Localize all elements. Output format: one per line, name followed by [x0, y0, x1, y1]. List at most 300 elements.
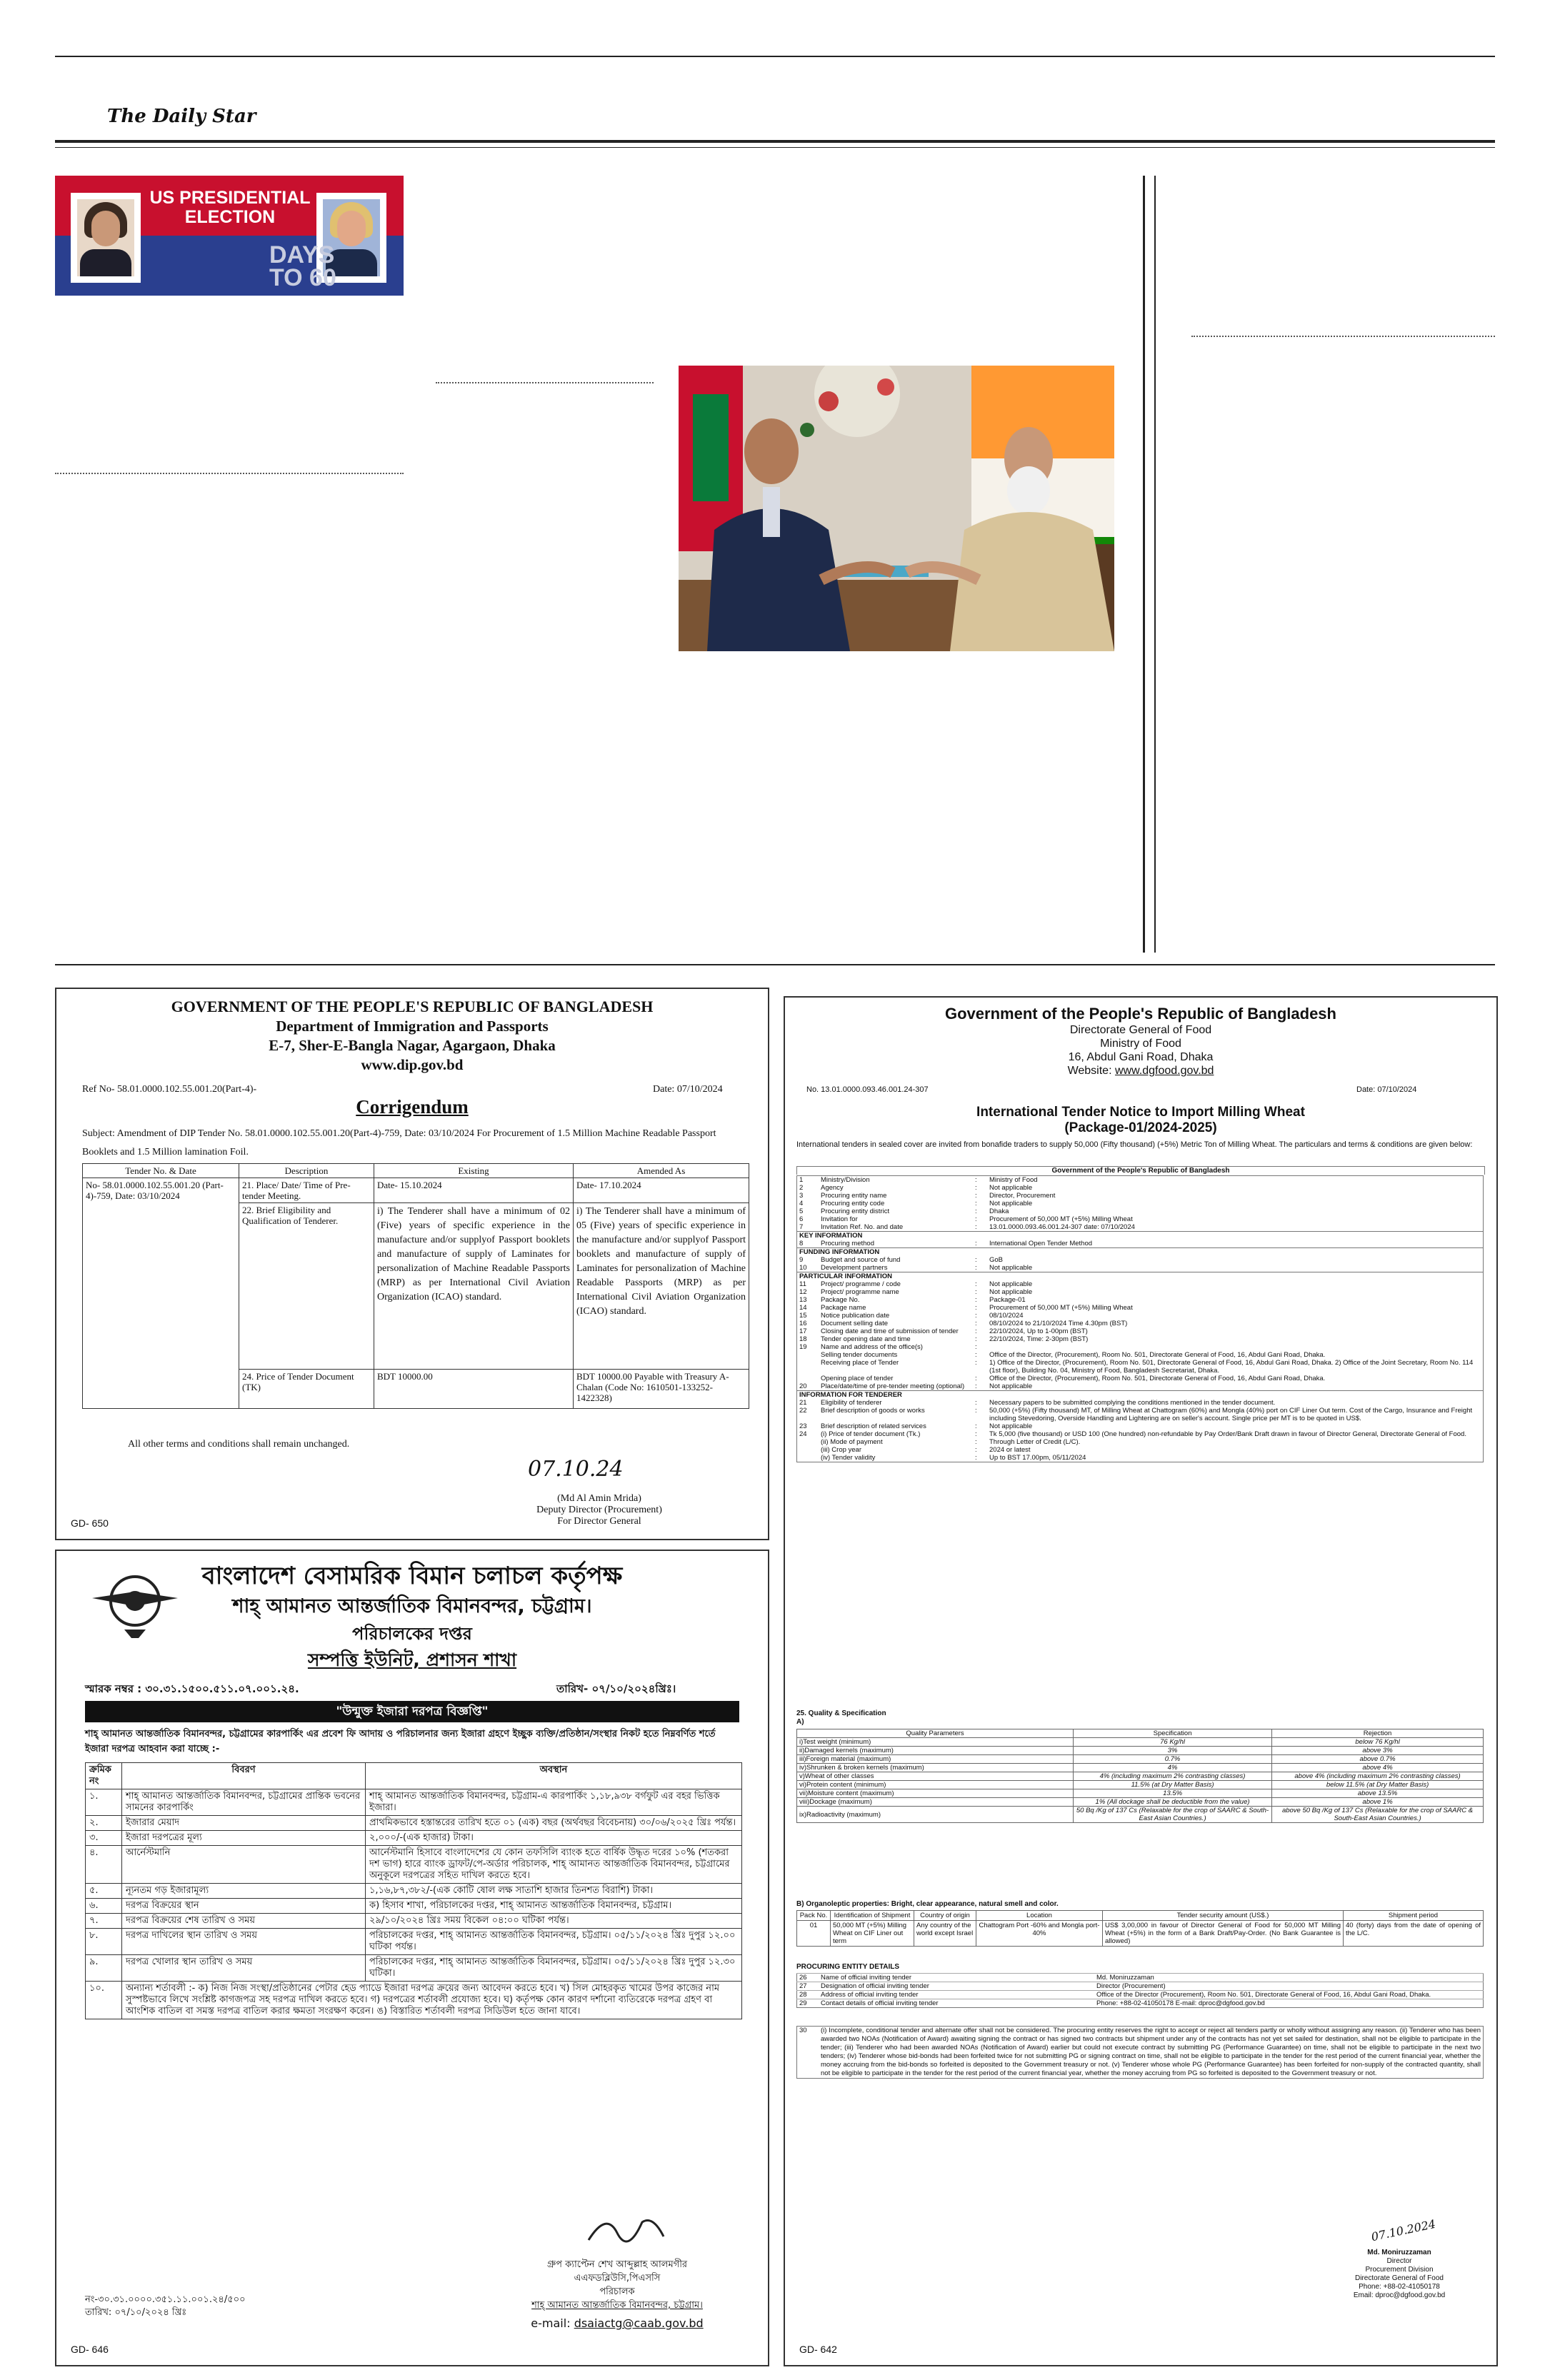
ship-security: US$ 3,00,000 in favour of Director General of Food for 50,000 MT Milling Wheat (+5%) in the form of a Bank Draft/Pay-Order. (No Bank Guarantee is allowed) [1103, 1921, 1344, 1947]
dip-row1-desc: 21. Place/ Date/ Time of Pre-tender Meeting. [239, 1178, 374, 1203]
food-row-value: 22/10/2024, Up to 1-00pm (BST) [989, 1327, 1088, 1335]
food-row-sep: : [975, 1207, 977, 1215]
food-row-no [797, 1351, 819, 1359]
caab-row-val: পরিচালকের দপ্তর, শাহ্ আমানত আন্তর্জাতিক বিমানবন্দর, চট্টগ্রাম। ০৫/১১/২০২৪ খ্রিঃ দুপুর ১২.০০ ঘটিকা পর্যন্ত। [366, 1929, 742, 1955]
ship-origin: Any country of the world except Israel [914, 1921, 976, 1947]
food-row-key: Brief description of related services [821, 1422, 926, 1430]
ship-period: 40 (forty) days from the date of opening of the L/C. [1344, 1921, 1484, 1947]
food-row-value: 50,000 (+5%) (Fifty thousand) MT, of Milling Wheat at Chattogram (60%) and Mongla (40%) port on CIF Liner Out term. Cost of the Cargo, Insurance and Freight including Stevedoring, Overside Handling and Lightering are on seller's account. Single price per MT is to be quoted in US$. [989, 1407, 1473, 1422]
ship-col: Tender security amount (US$.) [1103, 1911, 1344, 1921]
dip-footer-note: All other terms and conditions shall remain unchanged. [128, 1439, 350, 1450]
food-row-key: Package name [821, 1304, 866, 1312]
food-row-key: Budget and source of fund [821, 1256, 901, 1264]
food-row-sep: : [975, 1296, 977, 1304]
dip-header1: GOVERNMENT OF THE PEOPLE'S REPUBLIC OF BANGLADESH [171, 998, 654, 1015]
food-row-value: Tk 5,000 (five thousand) or USD 100 (One hundred) non-refundable by Pay Order/Bank Draft drawn in favour of Director General, Directorate General of Food. [989, 1430, 1466, 1438]
food-quality-heading: 25. Quality & Specification [796, 1709, 886, 1717]
quality-col: Specification [1074, 1729, 1272, 1738]
food-row-sep: : [975, 1399, 977, 1407]
caab-lease-tender-ad [55, 1550, 769, 2366]
dip-tender-no: No- 58.01.0000.102.55.001.20 (Part-4)-759, Date: 03/10/2024 [83, 1178, 239, 1409]
banner-days-count: TO 60 [269, 264, 336, 291]
food-shipment-table [796, 1910, 1484, 1947]
dip-amendment-table [82, 1163, 749, 1409]
caab-row-val: পরিচালকের দপ্তর, শাহ্ আমানত আন্তর্জাতিক বিমানবন্দর, চট্টগ্রাম। ০৫/১১/২০২৪ খ্রিঃ দুপুর ১২.৩০ ঘটিকা। [366, 1955, 742, 1982]
food-row-sep: : [975, 1430, 977, 1438]
food-header2: Directorate General of Food [1069, 1024, 1212, 1036]
proc-row-value: Director (Procurement) [1094, 1982, 1484, 1991]
food-row-sep: : [975, 1327, 977, 1335]
food-row-value: Not applicable [989, 1280, 1033, 1288]
food-row-value: Not applicable [989, 1184, 1033, 1192]
food-row-key: Development partners [821, 1264, 888, 1272]
food-row-value: Not applicable [989, 1200, 1033, 1207]
caab-col-no: ক্রমিক নং [86, 1763, 122, 1789]
ads-top-rule [55, 964, 1495, 965]
food-row-sep: : [975, 1312, 977, 1320]
food-row-value: Director, Procurement [989, 1192, 1056, 1200]
quality-cell: above 13.5% [1272, 1789, 1484, 1798]
leaders-handshake-photo [679, 366, 1114, 651]
food-row-sep: : [975, 1375, 977, 1382]
food-row-no: 16 [799, 1320, 807, 1327]
caab-row-val: আর্নেস্টমানি হিসাবে বাংলাদেশের যে কোন তফসিলি ব্যাংক হতে বার্ষিক উদ্ধৃত দরের ১০% (শতকরা দশ ভাগ) হারে ব্যাংক ড্রাফট/পে-অর্ডার পরিচালক, শাহ্ আমানত আন্তর্জাতিক বিমানবন্দর, চট্টগ্রামের অনুকূলে দরপত্রের সহিত দাখিল করতে হবে। [366, 1846, 742, 1884]
caab-signer2: এএফডব্লিউসি,পিএসসি [574, 2273, 661, 2284]
food-row-value: Not applicable [989, 1422, 1033, 1430]
food-intro: International tenders in sealed cover are invited from bonafide traders to supply 50,000 (Fifty thousand) (+5%) Metric Ton of Milling Wheat. The particulars and terms & conditions are given below: [796, 1140, 1473, 1149]
caab-email-label: e-mail: [531, 2316, 571, 2330]
food-row-key: Opening place of tender [821, 1375, 894, 1382]
dip-row2-amended: i) The Tenderer shall have a minimum of 05 (Five) years of specific experience in the manufacture and/or supplyof Passport booklets and manufacture of supply of Laminates for personalization of Machine Readable Passports (MRP) as per International Civil Aviation Organization (ICAO) standard. [574, 1203, 749, 1370]
dip-gd-code: GD- 650 [71, 1517, 109, 1529]
food-gd-code: GD- 642 [799, 2344, 837, 2355]
food-row-sep: : [975, 1184, 977, 1192]
food-row-no: 8 [799, 1240, 804, 1247]
food-row-sep: : [975, 1438, 977, 1446]
quality-cell: above 50 Bq /Kg of 137 Cs (Relaxable for the crop of SAARC & South-East Asian Countries.) [1272, 1807, 1484, 1823]
food-row-key: Procuring entity code [821, 1200, 885, 1207]
caab-date2: তারিখ: ০৭/১০/২০২৪ খ্রিঃ [85, 2307, 187, 2318]
quality-cell: vi)Protein content (minimum) [797, 1781, 1074, 1789]
food-conditions-table [796, 2026, 1484, 2079]
caab-row-no: ৬. [86, 1899, 122, 1914]
food-row-key: Package No. [821, 1296, 860, 1304]
food-row-key: Name and address of the office(s) [821, 1343, 923, 1351]
caab-header1: বাংলাদেশ বেসামরিক বিমান চলাচল কর্তৃপক্ষ [201, 1562, 623, 1590]
food-row-no [797, 1446, 819, 1454]
food-row-sep: : [975, 1240, 977, 1247]
dip-col-desc: Description [239, 1164, 374, 1178]
caab-title: "উন্মুক্ত ইজারা দরপত্র বিজ্ঞপ্তি" [85, 1701, 739, 1722]
food-row-key: Agency [821, 1184, 844, 1192]
food-row-no: 15 [799, 1312, 807, 1320]
food-row-value: GoB [989, 1256, 1004, 1264]
food-signer-div: Procurement Division [1365, 2266, 1434, 2274]
food-row-value: Not applicable [989, 1288, 1033, 1296]
dip-signature: 07.10.24 [528, 1457, 624, 1482]
quality-cell: 50 Bq /Kg of 137 Cs (Relaxable for the crop of SAARC & South-East Asian Countries.) [1074, 1807, 1272, 1823]
food-row-sep: : [975, 1215, 977, 1223]
column-rule-1 [1143, 176, 1145, 953]
header-rule-2 [55, 147, 1495, 148]
proc-row-value: Phone: +88-02-41050178 E-mail: dproc@dgfood.gov.bd [1094, 1999, 1484, 2008]
food-row-value: Dhaka [989, 1207, 1009, 1215]
food-row-key: (ii) Mode of payment [821, 1438, 883, 1446]
proc-row-no: 29 [797, 1999, 819, 2008]
food-date: Date: 07/10/2024 [1356, 1085, 1417, 1094]
caab-row-val: ২৯/১০/২০২৪ খ্রিঃ সময় বিকেল ০৪:০০ ঘটিকা পর্যন্ত। [366, 1914, 742, 1929]
food-row30-no: 30 [799, 2027, 807, 2034]
food-row-sep: : [975, 1351, 977, 1359]
food-row-no [797, 1454, 819, 1462]
food-row-sep: : [975, 1335, 977, 1343]
caab-row-val: প্রাথমিকভাবে হস্তান্তরের তারিখ হতে ০১ (এক) বছর (অর্থবছর বিবেচনায়) ৩০/০৬/২০২৫ খ্রিঃ পর্যন্ত। [366, 1816, 742, 1831]
dotted-rule-right [1191, 336, 1495, 337]
food-row-no: 12 [799, 1288, 807, 1296]
food-row-key: Project/ programme name [821, 1288, 899, 1296]
food-row-value: Through Letter of Credit (L/C). [989, 1438, 1081, 1446]
food-table-title: Government of the People's Republic of Bangladesh [796, 1166, 1485, 1175]
food-row-key: Tender opening date and time [821, 1335, 911, 1343]
caab-tender-table [85, 1762, 742, 2019]
ship-col: Pack No. [797, 1911, 831, 1921]
food-section-heading: PARTICULAR INFORMATION [797, 1272, 1484, 1281]
food-row-key: Receiving place of Tender [821, 1359, 899, 1367]
food-row-sep: : [975, 1176, 977, 1184]
caab-memo-no: স্মারক নম্বর : ৩০.৩১.১৫০০.৫১১.০৭.০০১.২৪. [85, 1682, 299, 1695]
caab-email-link[interactable]: dsaiactg@caab.gov.bd [574, 2316, 704, 2330]
dip-row1-amended: Date- 17.10.2024 [574, 1178, 749, 1203]
dip-website-link[interactable]: www.dip.gov.bd [361, 1056, 464, 1073]
dip-col-tender: Tender No. & Date [83, 1164, 239, 1178]
food-row-value: Package-01 [989, 1296, 1026, 1304]
dip-row3-amended: BDT 10000.00 Payable with Treasury A-Chalan (Code No: 1610501-133252-1422328) [574, 1370, 749, 1409]
election-countdown-banner[interactable] [55, 176, 404, 296]
food-signer-org: Directorate General of Food [1355, 2274, 1444, 2282]
food-procuring-heading: PROCURING ENTITY DETAILS [796, 1963, 900, 1971]
proc-row-key: Designation of official inviting tender [819, 1982, 1094, 1991]
food-row-key: Project/ programme / code [821, 1280, 901, 1288]
dip-row3-desc: 24. Price of Tender Document (TK) [239, 1370, 374, 1409]
banner-line2: ELECTION [184, 207, 276, 227]
food-row-sep: : [975, 1192, 977, 1200]
food-row-value: 08/10/2024 [989, 1312, 1024, 1320]
caab-signer3: পরিচালক [599, 2286, 635, 2297]
food-row-value: International Open Tender Method [989, 1240, 1093, 1247]
food-row-value: 08/10/2024 to 21/10/2024 Time 4.30pm (BST) [989, 1320, 1128, 1327]
caab-header3: পরিচালকের দপ্তর [352, 1624, 472, 1644]
proc-row-key: Contact details of official inviting tender [819, 1999, 1094, 2008]
food-row-no: 1 [799, 1176, 804, 1184]
food-row-sep: : [975, 1422, 977, 1430]
food-row-value: Not applicable [989, 1382, 1033, 1390]
quality-cell: 1% (All dockage shall be deductible from the value) [1074, 1798, 1272, 1807]
proc-row-value: Office of the Director (Procurement), Room No. 501, Directorate General of Food, 16, Abdul Gani Road, Dhaka. [1094, 1991, 1484, 1999]
food-row-sep: : [975, 1200, 977, 1207]
banner-days-label: DAYS [269, 241, 335, 268]
food-row-no [797, 1375, 819, 1382]
candidate-portrait-left [71, 193, 141, 283]
dip-row1-existing: Date- 15.10.2024 [374, 1178, 574, 1203]
dip-ref-no: Ref No- 58.01.0000.102.55.001.20(Part-4)- [82, 1084, 257, 1095]
food-row-no: 11 [799, 1280, 806, 1288]
food-row-key: Selling tender documents [821, 1351, 898, 1359]
caab-row-no: ৭. [86, 1914, 122, 1929]
caab-row-desc: দরপত্র বিক্রয়ের স্থান [122, 1899, 366, 1914]
food-row-key: Document selling date [821, 1320, 888, 1327]
food-procuring-table [796, 1973, 1484, 2008]
quality-col: Rejection [1272, 1729, 1484, 1738]
dip-signer-org: For Director General [557, 1516, 641, 1527]
caab-row-desc: ন্যূনতম গড় ইজারামূল্য [122, 1884, 366, 1899]
quality-cell: above 4% (including maximum 2% contrasting classes) [1272, 1772, 1484, 1781]
dotted-rule-left [55, 473, 404, 474]
food-website-link[interactable]: www.dgfood.gov.bd [1114, 1065, 1214, 1077]
caab-row-desc: দরপত্র খোলার স্থান তারিখ ও সময় [122, 1955, 366, 1982]
caab-header4: সম্পত্তি ইউনিট, প্রশাসন শাখা [307, 1650, 517, 1670]
food-website-label: Website: [1067, 1065, 1112, 1077]
food-row-value: Procurement of 50,000 MT (+5%) Milling Wheat [989, 1304, 1133, 1312]
quality-cell: 3% [1074, 1747, 1272, 1755]
food-row-no [797, 1359, 819, 1375]
food-section-heading: INFORMATION FOR TENDERER [797, 1391, 1484, 1400]
proc-row-no: 26 [797, 1974, 819, 1982]
caab-col-val: অবস্থান [366, 1763, 742, 1789]
caab-row-desc: দরপত্র দাখিলের স্থান তারিখ ও সময় [122, 1929, 366, 1955]
caab-row-val: ১,১৬,৮৭,৩৮২/-(এক কোটি ষোল লক্ষ সাতাশি হাজার তিনশত বিরাশি) টাকা। [366, 1884, 742, 1899]
food-row-value: Not applicable [989, 1264, 1033, 1272]
food-row-sep: : [975, 1256, 977, 1264]
food-row-key: Procuring entity name [821, 1192, 887, 1200]
caab-gd-code: GD- 646 [71, 2344, 109, 2355]
caab-row-desc: ইজারা দরপত্রের মূল্য [122, 1831, 366, 1846]
food-title: International Tender Notice to Import Milling Wheat [976, 1105, 1305, 1120]
quality-cell: viii)Dockage (maximum) [797, 1798, 1074, 1807]
quality-cell: 13.5% [1074, 1789, 1272, 1798]
food-row-value: Office of the Director, (Procurement), Room No. 501, Directorate General of Food, 16, Abdul Gani Road, Dhaka. [989, 1351, 1326, 1359]
quality-cell: 4% (including maximum 2% contrasting classes) [1074, 1772, 1272, 1781]
quality-cell: above 1% [1272, 1798, 1484, 1807]
proc-row-no: 27 [797, 1982, 819, 1991]
caab-memo2: নং-৩০.৩১.০০০০.৩৫১.১১.০০১.২৪/৫০০ [85, 2294, 246, 2305]
food-row-no: 4 [799, 1200, 804, 1207]
caab-row-no: ৪. [86, 1846, 122, 1884]
quality-cell: below 11.5% (at Dry Matter Basis) [1272, 1781, 1484, 1789]
quality-col: Quality Parameters [797, 1729, 1074, 1738]
dip-row2-desc: 22. Brief Eligibility and Qualification of Tenderer. [239, 1203, 374, 1370]
dip-col-amended: Amended As [574, 1164, 749, 1178]
food-row-key: Closing date and time of submission of tender [821, 1327, 959, 1335]
quality-cell: v)Wheat of other classes [797, 1772, 1074, 1781]
dip-subject: Subject: Amendment of DIP Tender No. 58.01.0000.102.55.001.20(Part-4)-759, Date: 03/10/2024 For Procurement of 1.5 Million Machine Readable Passport Booklets and 1.5 Million lamination Foil. [82, 1128, 716, 1158]
caab-row-val: ২,০০০/-(এক হাজার) টাকা। [366, 1831, 742, 1846]
food-row-no: 14 [799, 1304, 807, 1312]
food-row-value: 13.01.0000.093.46.001.24-307 date: 07/10/2024 [989, 1223, 1135, 1231]
quality-cell: 0.7% [1074, 1755, 1272, 1764]
caab-signer1: গ্রুপ ক্যাপ্টেন শেখ আব্দুল্লাহ আলমগীর [546, 2259, 688, 2270]
quality-cell: below 76 Kg/hl [1272, 1738, 1484, 1747]
quality-cell: 76 Kg/hl [1074, 1738, 1272, 1747]
food-row-no: 24 [799, 1430, 807, 1438]
food-row-key: Invitation for [821, 1215, 858, 1223]
food-row-key: Notice publication date [821, 1312, 890, 1320]
food-row-key: (iv) Tender validity [821, 1454, 876, 1462]
ship-id: 50,000 MT (+5%) Milling Wheat on CIF Liner out term [831, 1921, 914, 1947]
food-row-no: 13 [799, 1296, 807, 1304]
caab-row-val: ক) হিসাব শাখা, পরিচালকের দপ্তর, শাহ্ আমানত আন্তর্জাতিক বিমানবন্দর, চট্টগ্রাম। [366, 1899, 742, 1914]
food-row-sep: : [975, 1288, 977, 1296]
food-row-no: 21 [799, 1399, 807, 1407]
food-row-sep: : [975, 1280, 977, 1288]
food-row-sep: : [975, 1264, 977, 1272]
caab-row-no: ৮. [86, 1929, 122, 1955]
food-row-value: 2024 or latest [989, 1446, 1031, 1454]
food-row-value: Ministry of Food [989, 1176, 1038, 1184]
proc-row-key: Address of official inviting tender [819, 1991, 1094, 1999]
dip-corrigendum-ad [55, 988, 769, 1540]
dip-date: Date: 07/10/2024 [653, 1084, 723, 1095]
caab-date: তারিখ- ০৭/১০/২০২৪খ্রিঃ। [556, 1682, 676, 1695]
food-particulars-table [796, 1175, 1484, 1462]
food-row-sep: : [975, 1359, 977, 1367]
quality-cell: above 0.7% [1272, 1755, 1484, 1764]
food-row-no: 18 [799, 1335, 807, 1343]
dip-row3-existing: BDT 10000.00 [374, 1370, 574, 1409]
food-row-value: Necessary papers to be submitted complying the conditions mentioned in the tender document. [989, 1399, 1276, 1407]
quality-cell: above 4% [1272, 1764, 1484, 1772]
food-row-key: Procuring entity district [821, 1207, 890, 1215]
dip-signer-name: (Md Al Amin Mrida) [557, 1493, 641, 1504]
food-row-no: 6 [799, 1215, 804, 1223]
caab-row-no: ১. [86, 1789, 122, 1816]
food-signer-email[interactable]: Email: dproc@dgfood.gov.bd [1353, 2291, 1446, 2299]
ship-col: Shipment period [1344, 1911, 1484, 1921]
dotted-rule-mid [436, 382, 654, 383]
food-row-key: Procuring method [821, 1240, 874, 1247]
food-row-no: 10 [799, 1264, 807, 1272]
food-row-sep: : [975, 1343, 977, 1351]
food-row-no: 19 [799, 1343, 807, 1351]
quality-cell: iii)Foreign material (maximum) [797, 1755, 1074, 1764]
food-row-no: 20 [799, 1382, 807, 1390]
caab-row-desc: আর্নেস্টমানি [122, 1846, 366, 1884]
caab-col-desc: বিবরণ [122, 1763, 366, 1789]
proc-row-value: Md. Moniruzzaman [1094, 1974, 1484, 1982]
caab-intro: শাহ্ আমানত আন্তর্জাতিক বিমানবন্দর, চট্টগ্রামের কারপার্কিং এর প্রবেশ ফি আদায় ও পরিচালনার জন্য ইজারা গ্রহণে ইচ্ছুক ব্যক্তি/প্রতিষ্ঠান/সংস্থার নিকট হতে নিম্নবর্ণিত শর্তে ইজারা দরপত্র আহবান করা যাচ্ছে :- [85, 1729, 716, 1754]
proc-row-no: 28 [797, 1991, 819, 1999]
food-ref-no: No. 13.01.0000.093.46.001.24-307 [806, 1085, 929, 1094]
food-signature: 07.10.2024 [1370, 2216, 1437, 2244]
food-row-sep: : [975, 1304, 977, 1312]
food-header1: Government of the People's Republic of Bangladesh [945, 1005, 1336, 1023]
quality-cell: above 3% [1272, 1747, 1484, 1755]
food-row-no [797, 1438, 819, 1446]
food-row-sep: : [975, 1223, 977, 1231]
food-signer-title: Director [1386, 2257, 1412, 2265]
food-section-heading: KEY INFORMATION [797, 1232, 1484, 1240]
food-subtitle: (Package-01/2024-2025) [1064, 1120, 1217, 1135]
dip-signer-title: Deputy Director (Procurement) [536, 1505, 662, 1515]
dip-header3: E-7, Sher-E-Bangla Nagar, Agargaon, Dhaka [269, 1037, 556, 1054]
food-header3: Ministry of Food [1100, 1038, 1181, 1050]
food-row-sep: : [975, 1382, 977, 1390]
food-signer-name: Md. Moniruzzaman [1367, 2249, 1431, 2256]
food-row-key: Invitation Ref. No. and date [821, 1223, 904, 1231]
food-row-value [987, 1343, 1484, 1351]
caab-row-desc: শাহ্ আমানত আন্তর্জাতিক বিমানবন্দর, চট্টগ্রামের প্রান্তিক ভবনের সামনের কারপার্কিং [122, 1789, 366, 1816]
food-row30-text: (i) Incomplete, conditional tender and alternate offer shall not be considered. The procuring entity reserves the right to accept or reject all tenders partly or wholly without assigning any reason. (ii) Tenderer who has been awarded two NOAs (Notification of Award) awaiting signing the contract or has signed two contracts but shipment under any of the contracts has not yet set sailed for destination, shall not be eligible to participate in the tender; (iii) Tenderer who had been awarded NOAs (Notification of Award) earlier but could not execute contract by submitting PG (Performance Guarantee) on time, shall not be eligible to participate in the next two tenders; (iv) Tenderer whose bid-bonds had been forfeited twice for not submitting PG or signing contract on time, shall not be eligible to participate in the tender for the rest period of the current financial year, whether the money accruing from the bid-bonds so forfeited is deposited to the Government treasury or not. (v) Tenderer whose whole PG (Performance Guarantee) has been forfeited for non-supply of the contracted quantity, shall not be eligible to participate in the tender for the rest period of the current financial year, whether the money accruing from PG so forfeited is deposited to the Government treasury or not. [821, 2027, 1481, 2077]
caab-header2: শাহ্ আমানত আন্তর্জাতিক বিমানবন্দর, চট্টগ্রাম। [232, 1595, 592, 1617]
food-row-value: 22/10/2024, Time: 2-30pm (BST) [989, 1335, 1089, 1343]
food-row-key: (i) Price of tender document (Tk.) [821, 1430, 921, 1438]
caab-row-no: ২. [86, 1816, 122, 1831]
food-row-value: 1) Office of the Director, (Procurement), Room No. 501, Directorate General of Food, 16, Abdul Gani Road, Dhaka. 2) Office of the Joint Secretary, Room No. 114 (1st floor), Building No. 04, Ministry of Food, Bangladesh Secretariat, Dhaka. [989, 1359, 1474, 1375]
caab-row-no: ৯. [86, 1955, 122, 1982]
food-row-key: Ministry/Division [821, 1176, 870, 1184]
food-row-no: 7 [799, 1223, 804, 1231]
food-header4: 16, Abdul Gani Road, Dhaka [1068, 1051, 1214, 1063]
food-signer-phone: Phone: +88-02-41050178 [1359, 2283, 1440, 2291]
quality-cell: 11.5% (at Dry Matter Basis) [1074, 1781, 1272, 1789]
quality-cell: 4% [1074, 1764, 1272, 1772]
column-rule-2 [1154, 176, 1156, 953]
food-row-no: 17 [799, 1327, 807, 1335]
dip-row2-existing: i) The Tenderer shall have a minimum of 02 (Five) years of specific experience in the manufacture and/or supplyof Passport booklets and manufacture of supply of Laminates for personalization of Machine Readable Passports (MRP) as per International Civil Aviation Organization (ICAO) standard. [374, 1203, 574, 1370]
caab-row-no: ৩. [86, 1831, 122, 1846]
ship-col: Location [976, 1911, 1103, 1921]
ship-pack: 01 [797, 1921, 831, 1947]
food-row-key: Eligibility of tenderer [821, 1399, 882, 1407]
food-row-key: (iii) Crop year [821, 1446, 862, 1454]
top-rule [55, 56, 1495, 57]
quality-cell: vii)Moisture content (maximum) [797, 1789, 1074, 1798]
quality-cell: iv)Shrunken & broken kernels (maximum) [797, 1764, 1074, 1772]
proc-row-key: Name of official inviting tender [819, 1974, 1094, 1982]
banner-line1: US PRESIDENTIAL [149, 188, 311, 208]
food-row-value: Procurement of 50,000 MT (+5%) Milling Wheat [989, 1215, 1133, 1223]
food-row-key: Place/date/time of pre-tender meeting (optional) [821, 1382, 965, 1390]
caab-other-conditions: অন্যান্য শর্তাবলী :- ক) নিজ নিজ সংস্থা/প্রতিষ্ঠানের পেটার হেড প্যাডে ইজারা দরপত্র ক্রয়ের জন্য আবেদন করতে হবে। খ) সিল মোহরকৃত খামের উপর কাজের নাম সুস্পষ্টভাবে লিখে সংশ্লিষ্ট কাগজপত্র সহ দরপত্র দাখিল করতে হবে। গ) দরপত্রের শর্তাবলী প্রযোজ্য হবে। ঘ) কর্তৃপক্ষ কোন কারণ দর্শানো ব্যতিরেকে দরপত্র গ্রহণ বা আংশিক বাতিল বা সমস্ত দরপত্র বাতিল করার ক্ষমতা সংরক্ষণ করেন। ঙ) বিস্তারিত শর্তাবলী দরপত্র সিডিউল হতে জানা যাবে। [122, 1982, 742, 2019]
masthead: The Daily Star [107, 106, 256, 127]
quality-cell: i)Test weight (minimum) [797, 1738, 1074, 1747]
food-row-no: 2 [799, 1184, 804, 1192]
dip-title: Corrigendum [356, 1096, 469, 1118]
dgfood-wheat-tender-ad [784, 996, 1498, 2366]
header-rule-1 [55, 140, 1495, 143]
food-quality-table [796, 1729, 1484, 1823]
food-row-sep: : [975, 1320, 977, 1327]
ship-col: Identification of Shipment [831, 1911, 914, 1921]
food-row-no: 23 [799, 1422, 807, 1430]
dip-header2: Department of Immigration and Passports [276, 1018, 549, 1035]
food-row-sep: : [975, 1454, 977, 1462]
caab-row-desc: ইজারার মেয়াদ [122, 1816, 366, 1831]
food-row-value: Office of the Director, (Procurement), Room No. 501, Directorate General of Food, 16, Abdul Gani Road, Dhaka. [989, 1375, 1326, 1382]
quality-cell: ii)Damaged kernels (maximum) [797, 1747, 1074, 1755]
food-quality-a: A) [796, 1718, 804, 1726]
food-row-key: Brief description of goods or works [821, 1407, 925, 1415]
food-row-no: 9 [799, 1256, 804, 1264]
caab-row-no: ১০. [86, 1982, 122, 2019]
caab-row-desc: দরপত্র বিক্রয়ের শেষ তারিখ ও সময় [122, 1914, 366, 1929]
caab-signature-mark [585, 2208, 671, 2251]
ship-location: Chattogram Port -60% and Mongla port-40% [976, 1921, 1103, 1947]
food-row-value: Up to BST 17.00pm, 05/11/2024 [989, 1454, 1086, 1462]
ship-col: Country of origin [914, 1911, 976, 1921]
food-section-heading: FUNDING INFORMATION [797, 1248, 1484, 1257]
food-row-no: 3 [799, 1192, 804, 1200]
food-row-sep: : [975, 1446, 977, 1454]
